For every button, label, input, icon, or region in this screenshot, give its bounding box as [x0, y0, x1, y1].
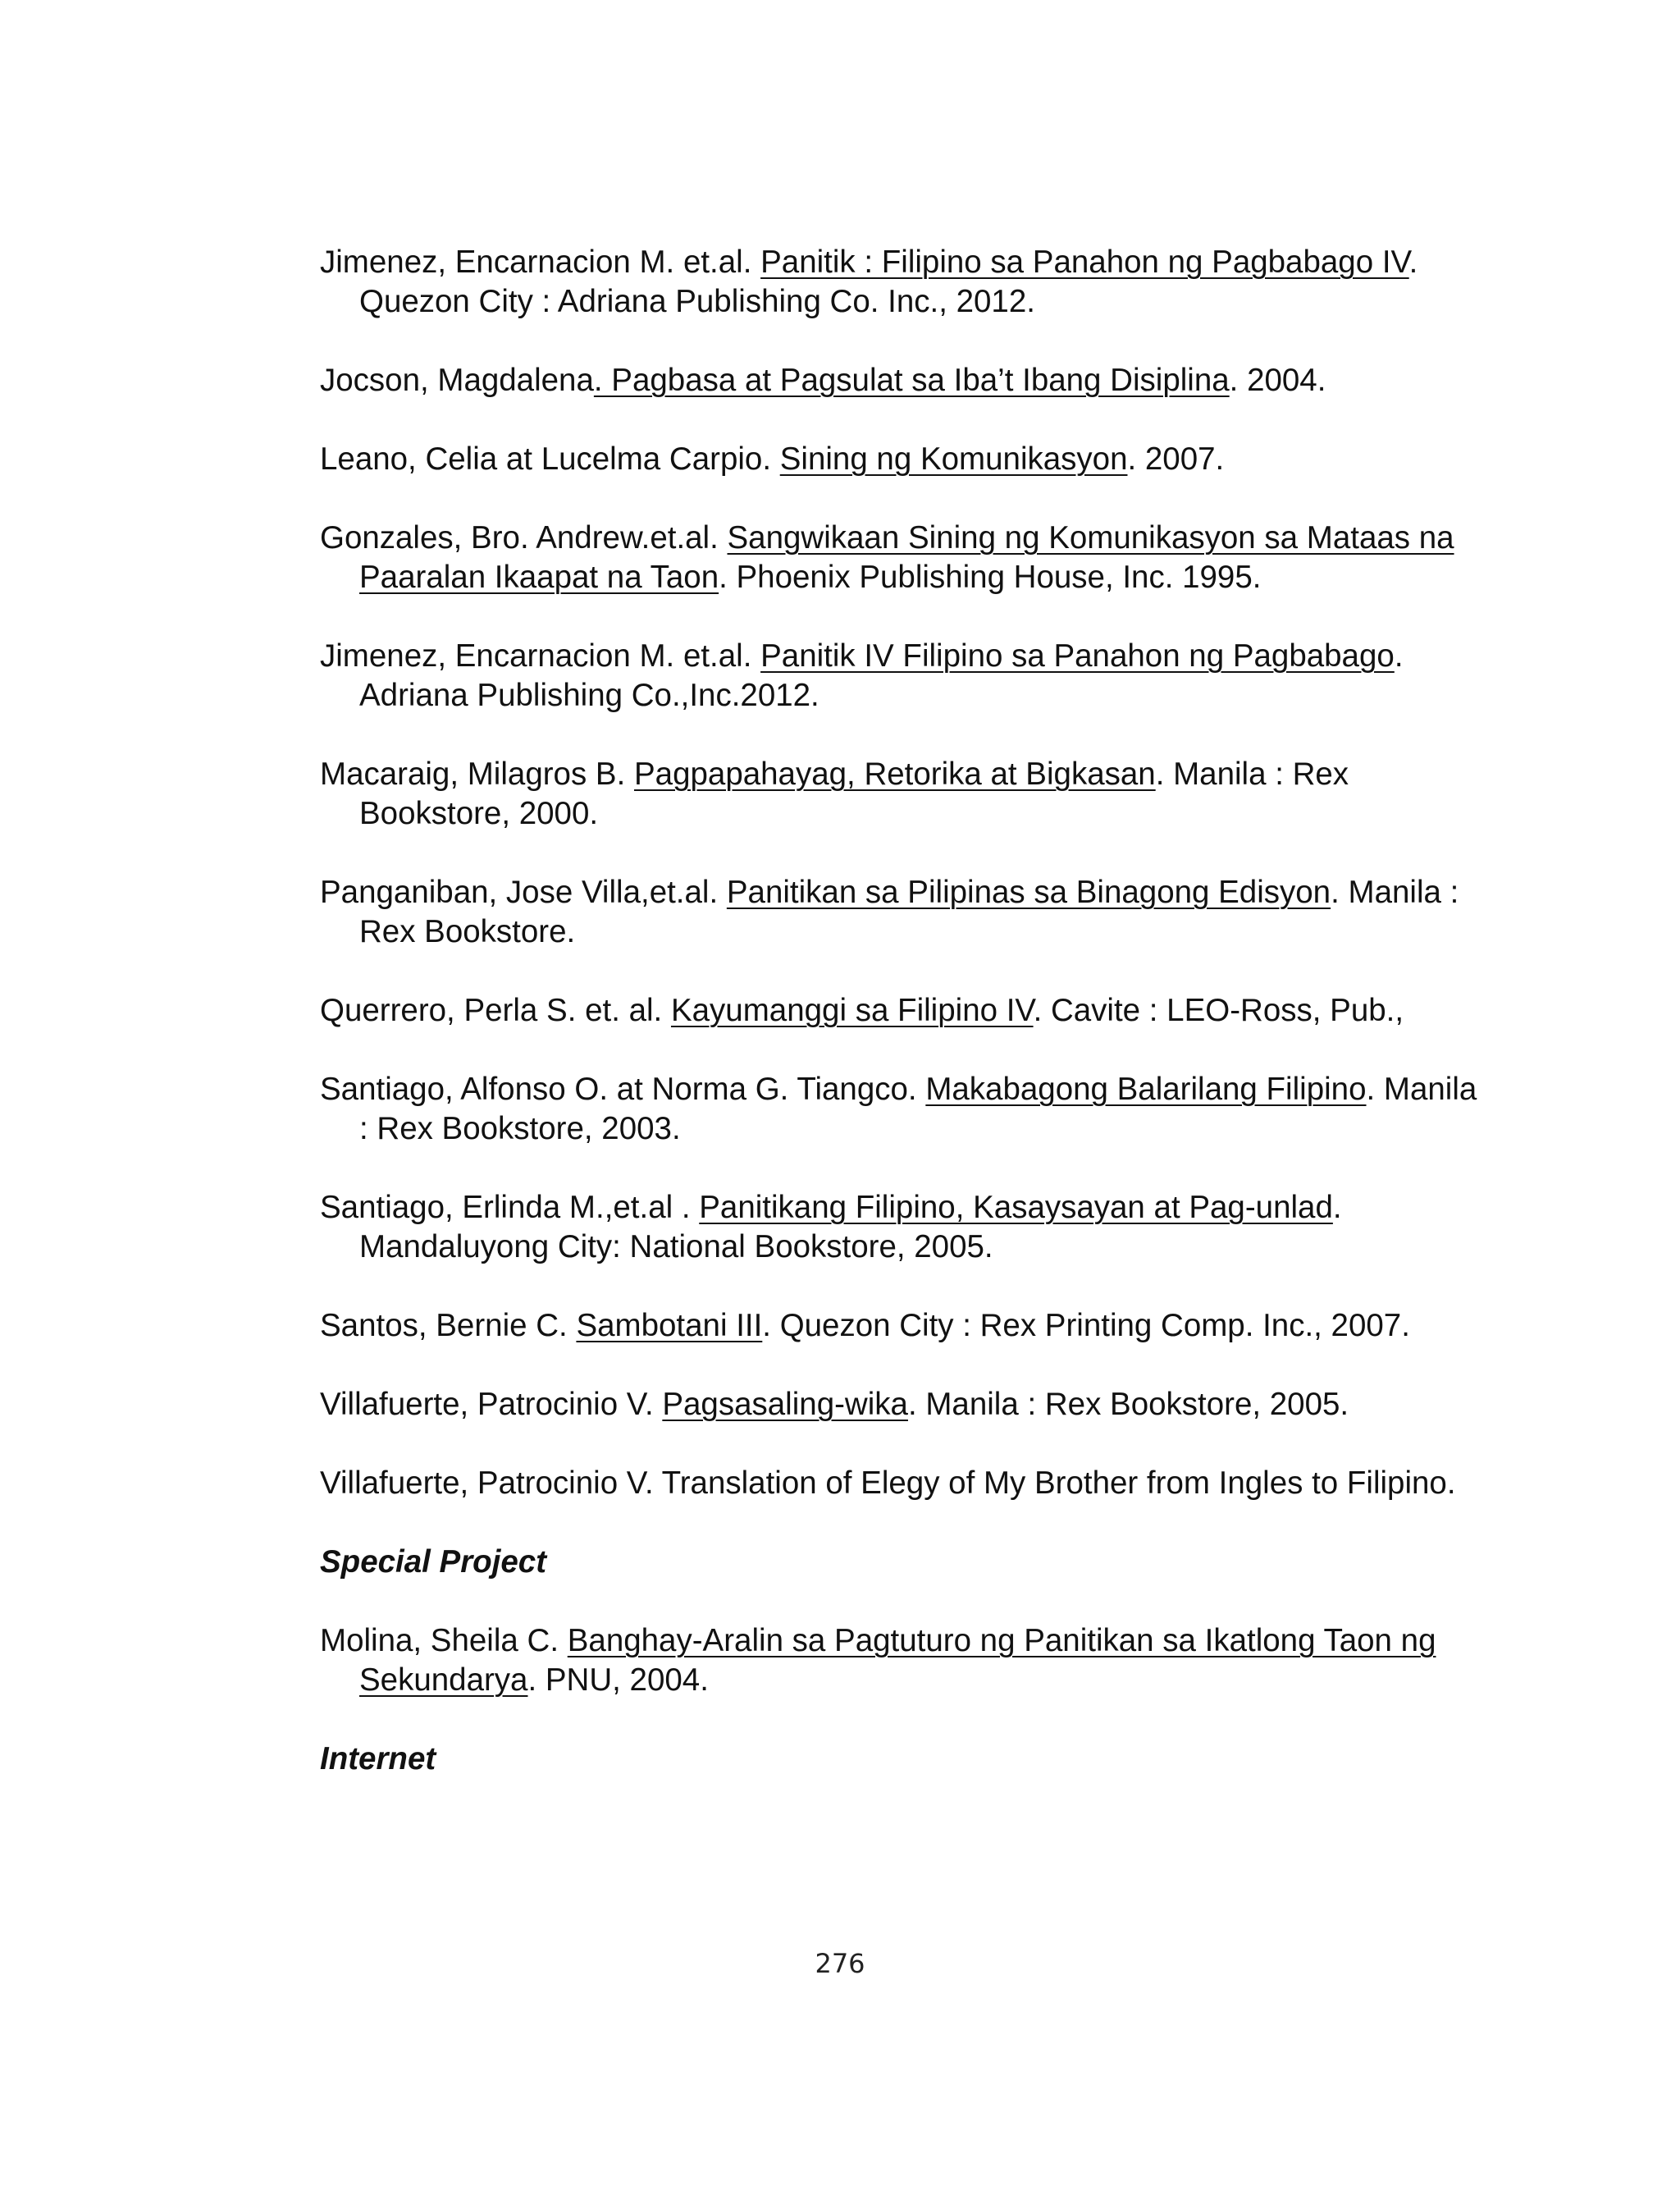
entry-author: Querrero, Perla S. et. al. [320, 993, 671, 1028]
entry-title: Pagpapahayag, Retorika at Bigkasan [634, 757, 1156, 792]
bibliography-entry [320, 1306, 1493, 1346]
entry-author: Villafuerte, Patrocinio V. [320, 1387, 663, 1422]
entry-publication: . Cavite : LEO-Ross, Pub., [1033, 993, 1404, 1028]
entry-title: Panitik IV Filipino sa Panahon ng Pagbabago [760, 638, 1395, 674]
bibliography-list [320, 243, 1493, 1818]
entry-publication: . Mandaluyong City: National Bookstore, 2005. [359, 1190, 1342, 1264]
entry-publication: . Quezon City : Rex Printing Comp. Inc., 2007. [762, 1308, 1410, 1343]
bibliography-entry [320, 440, 1493, 479]
bibliography-entry [320, 1464, 1493, 1503]
entry-author: Jimenez, Encarnacion M. et.al. [320, 245, 761, 280]
entry-publication: . Manila : Rex Bookstore, 2000. [359, 757, 1349, 831]
entry-publication: . 2007. [1127, 441, 1225, 477]
entry-author: Jocson, Magdalena [320, 363, 594, 398]
bibliography-entry [320, 991, 1493, 1031]
entry-title: . Pagbasa at Pagsulat sa Iba’t Ibang Disiplina [593, 363, 1230, 398]
entry-title: Kayumanggi sa Filipino IV [670, 993, 1034, 1028]
entry-author: Jimenez, Encarnacion M. et.al. [320, 638, 761, 674]
bibliography-entry [320, 1385, 1493, 1424]
page-number: 276 [815, 1948, 865, 1979]
entry-publication: . Manila : Rex Bookstore, 2005. [907, 1387, 1349, 1422]
entry-publication: . Manila : Rex Bookstore, 2003. [359, 1072, 1477, 1146]
entry-author: Panganiban, Jose Villa,et.al. [320, 875, 727, 910]
bibliography-entry [320, 1621, 1493, 1700]
bibliography-entry [320, 519, 1493, 597]
entry-publication: . Quezon City : Adriana Publishing Co. Inc., 2012. [359, 245, 1418, 319]
bibliography-entry [320, 755, 1493, 834]
entry-title: Sangwikaan Sining ng Komunikasyon sa Mataas na Paaralan Ikaapat na Taon [359, 520, 1454, 595]
entry-author: Gonzales, Bro. Andrew.et.al. [320, 520, 728, 556]
entry-publication: . Adriana Publishing Co.,Inc.2012. [359, 638, 1404, 713]
bibliography-entry [320, 637, 1493, 716]
entry-publication: . PNU, 2004. [527, 1662, 709, 1698]
bibliography-entry [320, 1188, 1493, 1267]
section-heading-special-project: Special Project [320, 1544, 547, 1580]
entry-author: Molina, Sheila C. [320, 1623, 568, 1658]
entry-title: Makabagong Balarilang Filipino [925, 1072, 1367, 1107]
entry-text: Villafuerte, Patrocinio V. Translation of Elegy of My Brother from Ingles to Filipino. [320, 1465, 1456, 1501]
entry-title: Panitikan sa Pilipinas sa Binagong Edisyon [726, 875, 1331, 910]
entry-author: Leano, Celia at Lucelma Carpio. [320, 441, 780, 477]
entry-author: Santiago, Erlinda M.,et.al . [320, 1190, 700, 1225]
bibliography-entry [320, 361, 1493, 400]
bibliography-entry [320, 1070, 1493, 1149]
entry-title: Panitik : Filipino sa Panahon ng Pagbabago IV [760, 245, 1409, 280]
bibliography-entry [320, 243, 1493, 322]
entry-author: Santos, Bernie C. [320, 1308, 577, 1343]
entry-publication: . 2004. [1229, 363, 1326, 398]
entry-title: Panitikang Filipino, Kasaysayan at Pag-unlad [699, 1190, 1333, 1225]
entry-title: Banghay-Aralin sa Pagtuturo ng Panitikan sa Ikatlong Taon ng Sekundarya [359, 1623, 1436, 1698]
section-heading-internet: Internet [320, 1741, 436, 1776]
entry-author: Macaraig, Milagros B. [320, 757, 634, 792]
entry-publication: . Phoenix Publishing House, Inc. 1995. [719, 560, 1262, 595]
entry-title: Pagsasaling-wika [662, 1387, 908, 1422]
entry-publication: . Manila : Rex Bookstore. [359, 875, 1459, 949]
entry-author: Santiago, Alfonso O. at Norma G. Tiangco. [320, 1072, 926, 1107]
entry-title: Sambotani III [576, 1308, 763, 1343]
entry-title: Sining ng Komunikasyon [779, 441, 1128, 477]
bibliography-entry [320, 873, 1493, 952]
